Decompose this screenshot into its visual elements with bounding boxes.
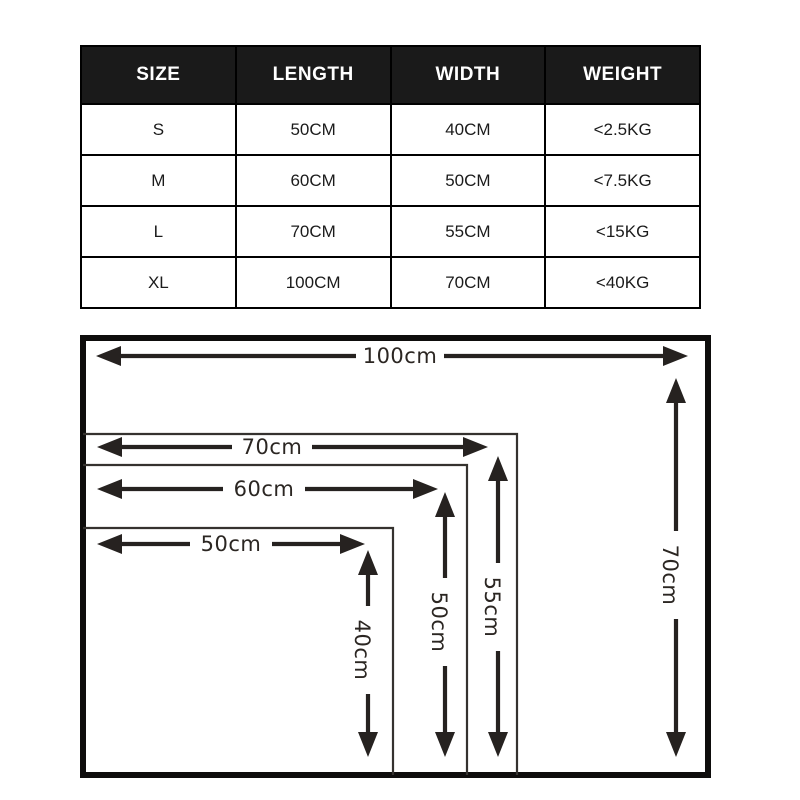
width-label-s: 50cm — [200, 532, 262, 556]
col-header-width: WIDTH — [391, 46, 546, 104]
cell-weight: <2.5KG — [545, 104, 700, 155]
height-label-s: 40cm — [350, 619, 374, 681]
cell-width: 55CM — [391, 206, 546, 257]
cell-width: 50CM — [391, 155, 546, 206]
col-header-size: SIZE — [81, 46, 236, 104]
cell-size: L — [81, 206, 236, 257]
cell-length: 60CM — [236, 155, 391, 206]
cell-length: 50CM — [236, 104, 391, 155]
table-row-s — [81, 104, 700, 155]
cell-width: 40CM — [391, 104, 546, 155]
cell-length: 70CM — [236, 206, 391, 257]
cell-weight: <7.5KG — [545, 155, 700, 206]
height-label-xl: 70cm — [658, 544, 682, 606]
cell-weight: <40KG — [545, 257, 700, 308]
col-header-weight: WEIGHT — [545, 46, 700, 104]
table-row-l — [81, 206, 700, 257]
table-row-xl — [81, 257, 700, 308]
cell-size: S — [81, 104, 236, 155]
header-row — [81, 46, 700, 104]
outer-box-xl — [83, 338, 708, 775]
cell-length: 100CM — [236, 257, 391, 308]
cell-size: M — [81, 155, 236, 206]
cell-width: 70CM — [391, 257, 546, 308]
col-header-length: LENGTH — [236, 46, 391, 104]
width-label-l: 70cm — [241, 435, 303, 459]
table-row-m — [81, 155, 700, 206]
width-label-m: 60cm — [233, 477, 295, 501]
height-label-m: 50cm — [427, 591, 451, 653]
cell-weight: <15KG — [545, 206, 700, 257]
height-label-l: 55cm — [480, 576, 504, 638]
size-table — [80, 45, 701, 309]
cell-size: XL — [81, 257, 236, 308]
dimensions-diagram — [0, 325, 800, 790]
width-label-xl: 100cm — [362, 344, 438, 368]
